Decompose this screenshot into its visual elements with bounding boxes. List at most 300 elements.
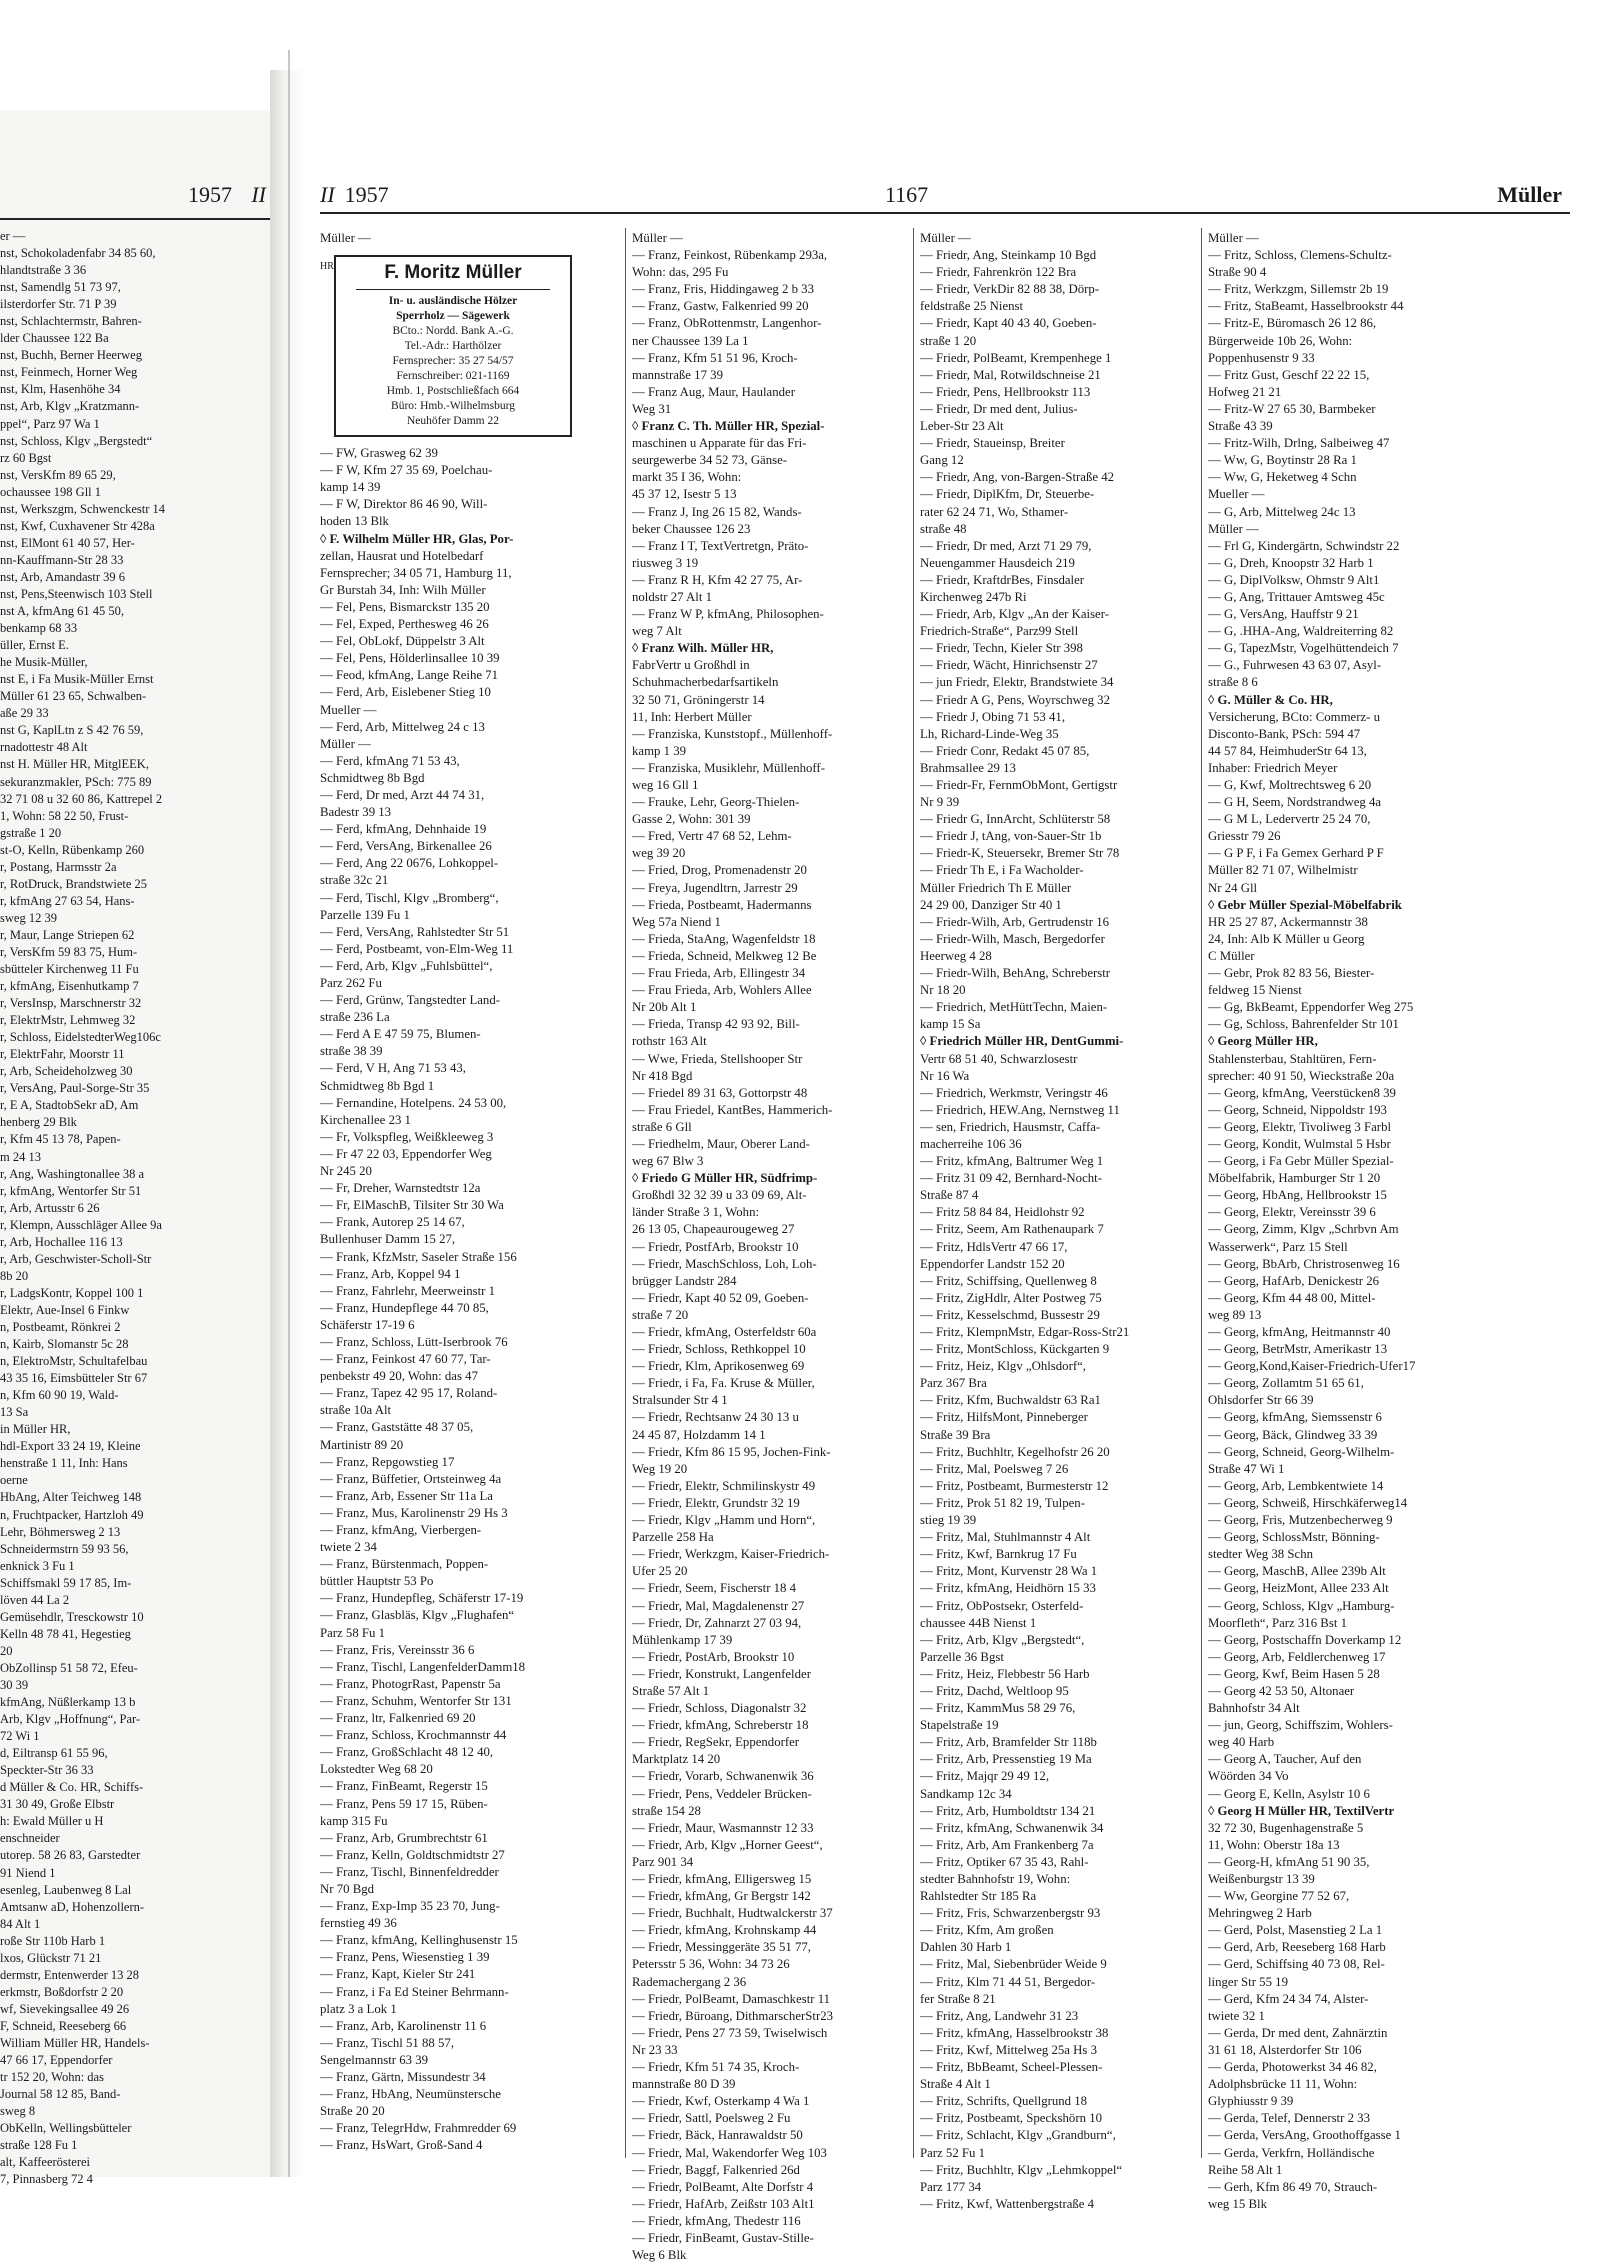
directory-entry-line: länder Straße 3 1, Wohn: [632,1205,760,1220]
directory-entry-line: — Ferd A E 47 59 75, Blumen- [320,1027,481,1042]
directory-entry-line: r, VersInsp, Marschnerstr 32 [0,996,142,1011]
directory-entry-line: r, Arb, Scheideholzweg 30 [0,1064,133,1079]
directory-entry-line: — Georg, Zimm, Klgv „Schrbvn Am [1208,1222,1399,1237]
directory-entry-line: — jun Friedr, Elektr, Brandstwiete 34 [920,675,1114,690]
directory-entry-line: straße 38 39 [320,1044,383,1059]
directory-entry-line: aße 29 33 [0,706,49,721]
directory-entry-line: Weißenburgstr 13 39 [1208,1872,1315,1886]
directory-entry-line: r, Klempn, Ausschläger Allee 9a [0,1217,162,1232]
directory-entry-line: — Friedr, PolBeamt, Damaschkestr 11 [632,1991,831,2006]
directory-entry-line: 91 Niend 1 [0,1865,56,1880]
directory-entry-line: Sengelmannstr 63 39 [320,2052,429,2067]
directory-entry-line: Poppenhusenstr 9 33 [1208,350,1315,365]
directory-entry-line: — Fritz, Kwf, Barnkrug 17 Fu [920,1547,1077,1562]
directory-entry-line: Lh, Richard-Linde-Weg 35 [920,726,1059,741]
directory-entry-line: rnadottestr 48 Alt [0,740,88,755]
directory-entry-line: — Fel, Exped, Perthesweg 46 26 [320,617,489,632]
directory-entry-line: — Fritz-W 27 65 30, Barmbeker [1208,401,1376,416]
directory-entry-line: Parz 177 34 [920,2179,982,2194]
directory-entry-line: ◊ G. Müller & Co. HR, [1208,692,1333,707]
header-year: 1957 [344,182,389,207]
directory-entry-line: — Friedr, Baggf, Falkenried 26d [632,2162,800,2177]
directory-entry-line: — Friedr, Schloss, Rethkoppel 10 [632,1342,806,1357]
directory-entry-line: — Friedr, Arb, Klgv „An der Kaiser- [920,607,1110,622]
directory-entry-line: — Friedr, Kfm 51 74 35, Kroch- [632,2060,800,2075]
directory-entry-line: — Ferd, Postbeamt, von-Elm-Weg 11 [320,941,514,956]
directory-entry-line: — Fritz, Mal, Siebenbrüder Weide 9 [920,1957,1107,1972]
directory-entry-line: — Fritz, Mont, Kurvenstr 28 Wa 1 [920,1564,1098,1579]
directory-entry-line: — G, Kwf, Moltrechtsweg 6 20 [1208,778,1372,792]
directory-entry-line: kamp 14 39 [320,480,381,495]
directory-entry-line: — Frieda, Schneid, Melkweg 12 Be [632,948,817,963]
directory-entry-line: — Franziska, Musiklehr, Müllenhoff- [632,760,825,775]
directory-entry-line: — Georg, Arb, Lembkentwiete 14 [1208,1478,1384,1493]
directory-entry-line: — Franz, ObRottenmstr, Langenhor- [632,316,822,331]
directory-entry-line: FabrVertr u Großhdl in [632,658,750,673]
directory-entry-line: Mueller — [320,702,377,717]
ad-title: F. Moritz Müller [384,262,522,284]
directory-entry-line: — Friedr, Konstrukt, Langenfelder [632,1666,811,1681]
directory-entry-line: — Fritz, HilfsMont, Pinneberger [920,1410,1088,1425]
directory-entry-line: straße 6 Gll [632,1119,692,1134]
directory-entry-line: weg 39 20 [632,846,686,861]
directory-entry-line: — Friedr, Buchhalt, Hudtwalckerstr 37 [632,1906,833,1921]
directory-entry-line: Nr 418 Bgd [632,1068,693,1083]
directory-entry-line: nst, VersKfm 89 65 29, [0,467,116,482]
directory-entry-line: — Georg, kfmAng, Veerstücken8 39 [1208,1085,1396,1100]
directory-entry-line: nst, Pens,Steenwisch 103 Stell [0,586,153,601]
directory-entry-line: — Franz, Tischl, LangenfelderDamm18 [320,1659,526,1674]
directory-entry-line: — Friedr, Elektr, Grundstr 32 19 [632,1495,800,1510]
directory-entry-line: Elektr, Aue-Insel 6 Finkw [0,1302,130,1317]
directory-entry-line: Müller Friedrich Th E Müller [920,880,1072,895]
directory-entry-line: Parzelle 36 Bgst [920,1649,1004,1664]
directory-entry-line: enknick 3 Fu 1 [0,1558,75,1573]
gutter-crease [288,50,290,2177]
left-page-year: 1957 [188,182,232,207]
directory-entry-line: — Franz, Gastw, Falkenried 99 20 [632,299,809,314]
directory-entry-line: 32 72 30, Bugenhagenstraße 5 [1208,1820,1364,1835]
directory-entry-line: nst E, i Fa Musik-Müller Ernst [0,672,154,687]
directory-entry-line: — Wwe, Frieda, Stellshooper Str [632,1051,803,1066]
directory-entry-line: — Friedr, kfmAng, Thedestr 116 [632,2213,801,2228]
directory-entry-line: — Freya, Jugendltrn, Jarrestr 29 [632,880,798,895]
directory-entry-line: kfmAng, Nüßlerkamp 13 b [0,1695,136,1710]
directory-entry-line: kamp 1 39 [632,743,687,758]
directory-entry-line: — Fritz, Majqr 29 49 12, [920,1769,1050,1784]
directory-entry-line: n, Postbeamt, Rönkrei 2 [0,1320,121,1334]
directory-entry-line: — Fritz, Seem, Am Rathenaupark 7 [920,1222,1104,1237]
directory-entry-line: Parz 58 Fu 1 [320,1625,386,1640]
directory-entry-line: — Frank, KfzMstr, Saseler Straße 156 [320,1249,517,1264]
directory-entry-line: — Friedr, KraftdrBes, Finsdaler [920,572,1085,587]
directory-entry-line: — Ww, G, Heketweg 4 Schn [1208,470,1357,485]
directory-entry-line: weg 15 Blk [1208,2196,1268,2211]
left-page-listing [0,228,266,2188]
directory-entry-line: straße 128 Fu 1 [0,2138,78,2153]
directory-entry-line: weg 16 Gll 1 [632,778,699,792]
directory-entry-line: Straße 20 20 [320,2104,385,2119]
directory-entry-line: — Georg, HafArb, Denickestr 26 [1208,1273,1380,1288]
directory-entry-line: — Fritz, Mal, Poelsweg 7 26 [920,1461,1069,1476]
directory-entry-line: ner Chaussee 139 La 1 [632,333,749,348]
directory-entry-line: — Friedr, DiplKfm, Dr, Steuerbe- [920,487,1095,502]
directory-entry-line: — Franz, Gärtn, Missundestr 34 [320,2070,486,2084]
directory-entry-line: ochaussee 198 Gll 1 [0,484,102,499]
directory-entry-line: — Friedr, kfmAng, Schreberstr 18 [632,1718,809,1733]
directory-entry-line: Martinistr 89 20 [320,1437,404,1452]
directory-entry-line: r, kfmAng, Wentorfer Str 51 [0,1183,142,1198]
directory-entry-line: — Friedr, Dr med dent, Julius- [920,401,1078,416]
directory-entry-line: — Friedrich, HEW.Ang, Nernstweg 11 [920,1102,1120,1117]
directory-entry-line: — Franz, FinBeamt, Regerstr 15 [320,1779,488,1794]
directory-entry-line: — Ferd, Dr med, Arzt 44 74 31, [320,787,485,802]
directory-entry-line: Schuhmacherbedarfsartikeln [632,675,779,690]
directory-entry-line: — Fritz, ObPostsekr, Osterfeld- [920,1598,1084,1613]
directory-entry-line: — Friedr, PolBeamt, Alte Dorfstr 4 [632,2179,814,2194]
directory-entry-line: twiete 32 1 [1208,2008,1265,2023]
directory-entry-line: 31 30 49, Große Elbstr [0,1797,115,1812]
directory-entry-line: — Fritz, Mal, Stuhlmannstr 4 Alt [920,1530,1091,1545]
directory-entry-line: nst, Feinmech, Horner Weg [0,365,138,380]
directory-entry-line: — Ww, Georgine 77 52 67, [1208,1889,1350,1904]
directory-entry-line: r, ElektrMstr, Lehmweg 32 [0,1013,136,1028]
directory-entry-line: — Fritz, Dachd, Weltloop 95 [920,1683,1069,1698]
directory-entry-line: — Friedr, i Fa, Fa. Kruse & Müller, [632,1376,815,1391]
directory-entry-line: — Fritz, Ang, Landwehr 31 23 [920,2008,1079,2023]
directory-entry-line: Weg 57a Niend 1 [632,914,721,929]
directory-entry-line: lder Chaussee 122 Ba [0,331,109,346]
directory-entry-line: — Friedr, HafArb, Zeißstr 103 Alt1 [632,2196,815,2211]
directory-entry-line: Wasserwerk“, Parz 15 Stell [1208,1239,1348,1254]
directory-entry-line: he Musik-Müller, [0,655,88,670]
directory-entry-line: — Fritz-Wilh, Drlng, Salbeiweg 47 [1208,436,1390,451]
directory-entry-line: weg 89 13 [1208,1307,1262,1322]
ad-line: BCto.: Nordd. Bank A.-G. [392,325,514,338]
directory-entry-line: — Ferd, Tischl, Klgv „Bromberg“, [320,890,499,905]
directory-entry-line: — Georg, Kondit, Wulmstal 5 Hsbr [1208,1136,1391,1151]
directory-entry-line: Nr 23 33 [632,2042,678,2057]
directory-entry-line: — Fritz, kfmAng, Schwanenwik 34 [920,1820,1104,1835]
directory-entry-line: Eppendorfer Landstr 152 20 [920,1256,1065,1271]
directory-entry-line: markt 35 I 36, Wohn: [632,470,742,485]
directory-entry-line: ◊ Georg Müller HR, [1208,1034,1318,1049]
directory-entry-line: — Fritz, Arb, Klgv „Bergstedt“, [920,1632,1085,1647]
directory-entry-line: Glyphiusstr 9 39 [1208,2094,1294,2109]
directory-entry-line: ◊ F. Wilhelm Müller HR, Glas, Por- [320,531,514,546]
directory-entry-line: Parzelle 139 Fu 1 [320,907,410,922]
directory-entry-line: — Georg, BbArb, Christrosenweg 16 [1208,1256,1400,1271]
directory-entry-line: Parzelle 258 Ha [632,1530,714,1545]
directory-entry-line: — Friedhelm, Maur, Oberer Land- [632,1136,810,1151]
directory-entry-line: — Gerda, VersAng, Groothoffgasse 1 [1208,2128,1401,2143]
directory-entry-line: — Friedr-Fr, FernmObMont, Gertigstr [920,778,1118,792]
directory-entry-line: — Franz I T, TextVertretgn, Präto- [632,538,809,553]
directory-entry-line: Dahlen 30 Harb 1 [920,1940,1012,1955]
directory-entry-line: — Friedr-Wilh, BehAng, Schreberstr [920,966,1111,981]
directory-entry-line: — Franz, Tischl, Binnenfeldredder [320,1864,499,1879]
directory-entry-line: — Friedr A G, Pens, Woyrschweg 32 [920,692,1110,707]
directory-entry-line: straße 48 [920,521,967,536]
directory-entry-line: — Friedr, Kapt 40 43 40, Goeben- [920,316,1097,331]
directory-entry-line: — Fried, Drog, Promenadenstr 20 [632,863,807,878]
directory-entry-line: ilsterdorfer Str. 71 P 39 [0,297,117,312]
directory-entry-line: — Franz, Hundepfleg, Schäferstr 17-19 [320,1591,524,1606]
directory-entry-line: Parz 52 Fu 1 [920,2145,986,2160]
directory-entry-line: — Gerh, Kfm 86 49 70, Strauch- [1208,2179,1378,2194]
directory-entry-line: — Franziska, Kunststopf., Müllenhoff- [632,726,833,741]
directory-entry-line: Hofweg 21 21 [1208,384,1282,399]
directory-entry-line: fernstieg 49 36 [320,1916,397,1931]
directory-entry-line: — Georg, Schloss, Klgv „Hamburg- [1208,1598,1395,1613]
directory-entry-line: n, ElektroMstr, Schultafelbau [0,1354,148,1369]
directory-entry-line: straße 10a Alt [320,1403,392,1418]
directory-entry-line: — Fritz Gust, Geschf 22 22 15, [1208,367,1370,382]
directory-entry-line: Speckter-Str 36 33 [0,1763,94,1778]
directory-entry-line: — Franz, Arb, Grumbrechtstr 61 [320,1830,488,1845]
directory-entry-line: — Friedr, kfmAng, Osterfeldstr 60a [632,1325,817,1339]
directory-entry-line: feldstraße 25 Nienst [920,299,1024,314]
directory-entry-line: straße 1 20 [920,333,977,348]
directory-entry-line: — Franz, Kelln, Goldtschmidtstr 27 [320,1847,505,1862]
page-header [320,180,1570,214]
directory-entry-line: — Fritz, Schlacht, Klgv „Grandburn“, [920,2128,1116,2143]
directory-entry-line: esenleg, Laubenweg 8 Lal [0,1882,132,1897]
directory-entry-line: — G, Ang, Trittauer Amtsweg 45c [1208,589,1385,604]
directory-entry-line: — G, .HHA-Ang, Waldreiterring 82 [1208,624,1394,639]
directory-entry-line: Müller — [632,231,683,245]
column-2 [632,230,910,2264]
directory-entry-line: — Franz, Mus, Karolinenstr 29 Hs 3 [320,1505,508,1520]
directory-entry-line: — Frauke, Lehr, Georg-Thielen- [632,795,800,810]
directory-entry-line: — Franz, Pens, Wiesenstieg 1 39 [320,1950,490,1965]
ad-divider [356,289,550,290]
directory-entry-line: — Friedr, Klm, Aprikosenweg 69 [632,1359,805,1374]
directory-entry-line: — Fritz, KlempnMstr, Edgar-Ross-Str21 [920,1325,1130,1339]
directory-entry-line: beker Chaussee 126 23 [632,521,751,536]
directory-entry-line: mannstraße 17 39 [632,367,723,382]
directory-entry-line: — Franz, ltr, Falkenried 69 20 [320,1711,476,1726]
directory-entry-line: Friedrich-Straße“, Parz99 Stell [920,624,1079,639]
directory-entry-line: ObZollinsp 51 58 72, Efeu- [0,1660,138,1675]
directory-entry-line: r, Kfm 45 13 78, Papen- [0,1132,121,1147]
directory-entry-line: sbütteler Kirchenweg 11 Fu [0,962,139,977]
directory-entry-line: Neuengammer Hausdeich 219 [920,555,1075,570]
ad-line: Büro: Hmb.-Wilhelmsburg [391,400,515,413]
directory-entry-line: — Franz Aug, Maur, Haulander [632,384,795,399]
directory-entry-line: Nr 70 Bgd [320,1881,375,1896]
directory-entry-line: stieg 19 39 [920,1513,977,1528]
directory-entry-line: r, Schloss, EidelstedterWeg106c [0,1030,161,1045]
directory-entry-line: — Frieda, StaAng, Wagenfeldstr 18 [632,931,816,946]
directory-entry-line: seurgewerbe 34 52 73, Gänse- [632,453,788,468]
directory-entry-line: weg 7 Alt [632,624,682,639]
directory-entry-line: — Friedr, Rechtsanw 24 30 13 u [632,1410,799,1425]
directory-entry-line: — Fritz, Arb, Bramfelder Str 118b [920,1735,1097,1750]
directory-entry-line: st-O, Kelln, Rübenkamp 260 [0,842,145,857]
column-rule [913,228,914,2158]
directory-entry-line: Sandkamp 12c 34 [920,1786,1012,1801]
directory-entry-line: — Friedr, Pens 27 73 59, Twiselwisch [632,2025,828,2040]
directory-entry-line: — Franz, kfmAng, Kellinghusenstr 15 [320,1933,518,1948]
directory-entry-line: — G, TapezMstr, Vogelhüttendeich 7 [1208,641,1399,656]
ad-line: Hmb. 1, Postschließfach 664 [386,385,520,398]
directory-entry-line: — Franz, Schloss, Lütt-Iserbrook 76 [320,1334,508,1349]
directory-entry-line: — Fritz, MontSchloss, Kückgarten 9 [920,1342,1110,1357]
directory-entry-line: straße 236 La [320,1010,390,1025]
directory-entry-line: 32 71 08 u 32 60 86, Kattrepel 2 [0,791,163,806]
directory-entry-line: — Friedr, VerkDir 82 88 38, Dörp- [920,282,1100,297]
directory-entry-line: rater 62 24 71, Wo, Sthamer- [920,504,1069,519]
directory-entry-line: ◊ Friedo G Müller HR, Südfrimp- [632,1171,818,1186]
directory-entry-line: — Friedr, Fahrenkrön 122 Bra [920,265,1077,280]
directory-entry-line: 11, Wohn: Oberstr 18a 13 [1208,1837,1340,1852]
left-page-roman: II [251,182,266,207]
directory-entry-line: — Fritz, Kfm, Buchwaldstr 63 Ra1 [920,1393,1101,1408]
directory-entry-line: — Friedr, Mal, Magdalenenstr 27 [632,1598,805,1613]
column-rule [1201,228,1202,2158]
directory-entry-line: n, Fruchtpacker, Hartzloh 49 [0,1507,144,1522]
directory-entry-line: ppel“, Parz 97 Wa 1 [0,416,100,431]
directory-entry-line: weg 40 Harb [1208,1735,1275,1750]
directory-entry-line: — Fritz-E, Büromasch 26 12 86, [1208,316,1377,331]
directory-entry-line: — Ferd, Arb, Mittelweg 24 c 13 [320,719,485,734]
directory-entry-line: F, Schneid, Reeseberg 66 [0,2018,127,2033]
directory-entry-line: — Friedr, FinBeamt, Gustav-Stille- [632,2230,814,2245]
directory-entry-line: Großhdl 32 32 39 u 33 09 69, Alt- [632,1188,807,1203]
directory-entry-line: — Gerd, Kfm 24 34 74, Alster- [1208,1991,1369,2006]
directory-entry-line: — Franz, Tischl 51 88 57, [320,2035,455,2050]
directory-page [320,0,1600,2263]
directory-entry-line: Badestr 39 13 [320,805,392,820]
directory-entry-line: — Friedr, Arb, Klgv „Horner Geest“, [632,1837,823,1852]
directory-entry-line: Parz 262 Fu [320,976,382,990]
directory-entry-line: nst, ElMont 61 40 57, Her- [0,535,135,550]
directory-entry-line: riusweg 3 19 [632,555,699,570]
directory-entry-line: — Fritz, kfmAng, Baltrumer Weg 1 [920,1154,1104,1169]
directory-entry-line: Nr 9 39 [920,795,960,810]
directory-entry-line: — Friedrich, MetHüttTechn, Maien- [920,1000,1108,1015]
directory-entry-line: Schneidermstrn 59 93 56, [0,1541,129,1556]
directory-entry-line: hoden 13 Blk [320,514,389,529]
directory-entry-line: hdl-Export 33 24 19, Kleine [0,1439,141,1454]
directory-entry-line: — Franz, GroßSchlacht 48 12 40, [320,1745,494,1760]
ad-line: Fernschreiber: 021-1169 [396,370,510,383]
directory-entry-line: Rademachergang 2 36 [632,1974,747,1989]
directory-entry-line: sprecher: 40 91 50, Wieckstraße 20a [1208,1068,1395,1083]
directory-entry-line: henberg 29 Blk [0,1115,77,1130]
directory-entry-line: 1, Wohn: 58 22 50, Frust- [0,808,129,823]
directory-entry-line: r, Arb, Geschwister-Scholl-Str [0,1251,152,1266]
directory-entry-line: — Georg, Bäck, Glindweg 33 39 [1208,1427,1378,1442]
directory-entry-line: — Friedr, Pens, Hellbrookstr 113 [920,384,1091,399]
directory-entry-line: — Georg, HeizMont, Allee 233 Alt [1208,1581,1389,1596]
directory-entry-line: — Frl G, Kindergärtn, Schwindstr 22 [1208,538,1400,553]
directory-entry-line: r, Arb, Hochallee 116 13 [0,1234,123,1249]
directory-entry-line: Gang 12 [920,453,964,468]
directory-entry-line: enschneider [0,1831,60,1846]
directory-entry-line: lxos, Glückstr 71 21 [0,1950,102,1965]
ad-line: Tel.-Adr.: Harthölzer [404,340,502,353]
directory-entry-line: Heerweg 4 28 [920,948,992,963]
directory-entry-line: Müller 61 23 65, Schwalben- [0,689,147,704]
directory-entry-line: gstraße 1 20 [0,825,62,840]
directory-entry-line: — Georg, MaschB, Allee 239b Alt [1208,1564,1386,1579]
directory-entry-line: macherreihe 106 36 [920,1136,1022,1151]
directory-entry-line: r, VersKfm 59 83 75, Hum- [0,944,138,959]
directory-entry-line: — Georg E, Kelln, Asylstr 10 6 [1208,1786,1370,1801]
directory-entry-line: — Fritz, BbBeamt, Scheel-Plessen- [920,2060,1103,2075]
directory-entry-line: r, Postang, Harmsstr 2a [0,859,117,874]
directory-entry-line: — Franz, Arb, Koppel 94 1 [320,1266,461,1281]
directory-entry-line: Stapelstraße 19 [920,1718,999,1733]
directory-entry-line: penbekstr 49 20, Wohn: das 47 [320,1369,478,1384]
directory-entry-line: — Georg, kfmAng, Siemssenstr 6 [1208,1410,1382,1425]
directory-entry-line: — Franz, Pens 59 17 15, Rüben- [320,1796,488,1811]
directory-entry-line: — Fritz, StaBeamt, Hasselbrookstr 44 [1208,299,1404,314]
directory-entry-line: straße 154 28 [632,1803,701,1818]
directory-entry-line: — Franz J, Ing 26 15 82, Wands- [632,504,802,519]
directory-entry-line: nst, Klm, Hasenhöhe 34 [0,382,121,397]
directory-entry-line: — Friedr, Elektr, Schmilinskystr 49 [632,1478,816,1493]
directory-entry-line: — Friedr, kfmAng, Elligersweg 15 [632,1872,812,1886]
directory-entry-line: — G M L, Ledervertr 25 24 70, [1208,812,1371,827]
directory-entry-line: r, VersAng, Paul-Sorge-Str 35 [0,1081,150,1096]
directory-entry-line: Müller — [920,231,971,245]
directory-entry-line: nst, Arb, Klgv „Kratzmann- [0,399,140,414]
directory-entry-line: — Friedr Th E, i Fa Wacholder- [920,863,1084,878]
directory-entry-line: Kirchenweg 247b Ri [920,589,1027,604]
directory-entry-line: — Ferd, VersAng, Rahlstedter Str 51 [320,924,510,939]
directory-entry-line: Adolphsbrücke 11 11, Wohn: [1208,2077,1358,2092]
directory-entry-line: dermstr, Entenwerder 13 28 [0,1967,140,1982]
directory-entry-line: — Fel, Pens, Hölderlinsallee 10 39 [320,651,500,666]
directory-entry-line: 84 Alt 1 [0,1916,41,1931]
directory-entry-line: — Friedr J, Obing 71 53 41, [920,709,1066,724]
directory-entry-line: — Fritz, Klm 71 44 51, Bergedor- [920,1974,1096,1989]
directory-entry-line: Straße 43 39 [1208,419,1273,434]
directory-entry-line: — sen, Friedrich, Hausmstr, Caffa- [920,1119,1101,1134]
column-rule [625,228,626,2158]
directory-entry-line: — Georg, Kfm 44 48 00, Mittel- [1208,1290,1376,1305]
directory-entry-line: — G, DiplVolksw, Ohmstr 9 Alt1 [1208,572,1380,587]
directory-entry-line: — G, VersAng, Hauffstr 9 21 [1208,607,1359,622]
directory-entry-line: — Franz, Exp-Imp 35 23 70, Jung- [320,1899,500,1914]
directory-entry-line: Leber-Str 23 Alt [920,419,1004,434]
directory-entry-line: nn-Kauffmann-Str 28 33 [0,552,124,567]
directory-entry-line: Nr 16 Wa [920,1068,970,1083]
book-gutter [270,70,304,2177]
directory-entry-line: d, Eiltransp 61 55 96, [0,1746,108,1761]
directory-entry-line: — FW, Grasweg 62 39 [320,446,438,461]
directory-entry-line: Müller 82 71 07, Wilhelmistr [1208,863,1358,878]
directory-entry-line: — Ferd, Grünw, Tangstedter Land- [320,993,500,1008]
directory-entry-line: m 24 13 [0,1149,41,1164]
directory-entry-line: r, kfmAng 27 63 54, Hans- [0,893,135,908]
directory-entry-line: 72 Wi 1 [0,1729,40,1744]
directory-entry-line: — G, Arb, Mittelweg 24c 13 [1208,504,1356,519]
directory-entry-line: — Franz, TelegrHdw, Frahmredder 69 [320,2121,517,2136]
directory-entry-line: utorep. 58 26 83, Garstedter [0,1848,141,1863]
directory-entry-line: feldweg 15 Nienst [1208,983,1302,998]
directory-entry-line: tr 152 20, Wohn: das [0,2070,104,2085]
directory-entry-line: linger Str 55 19 [1208,1974,1288,1989]
directory-entry-line: in Müller HR, [0,1422,71,1437]
directory-entry-line: — F W, Direktor 86 46 90, Will- [320,497,488,512]
directory-entry-line: — Friedr, Werkzgm, Kaiser-Friedrich- [632,1547,830,1562]
directory-entry-line: — Georg, Schneid, Georg-Wilhelm- [1208,1444,1395,1459]
directory-entry-line: — Franz, Kapt, Kieler Str 241 [320,1967,476,1982]
